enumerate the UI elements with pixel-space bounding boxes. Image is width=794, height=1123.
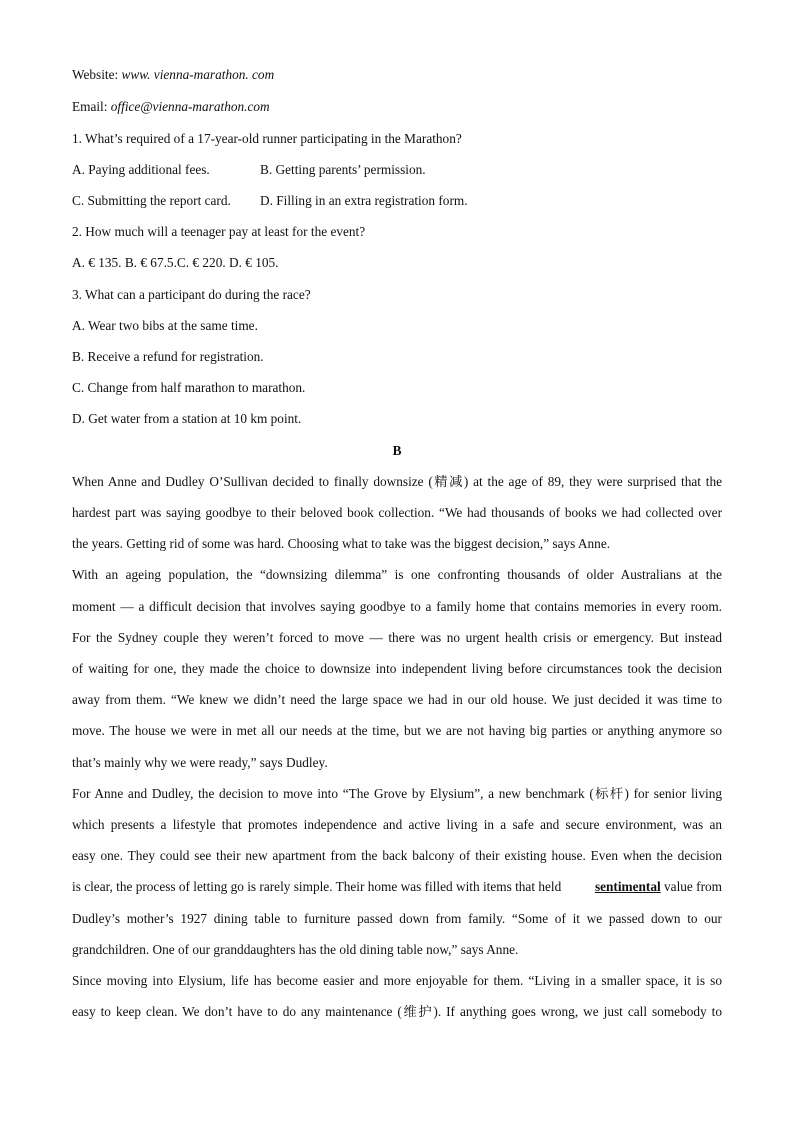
website-line xyxy=(72,67,274,83)
question-3-option-a: A. Wear two bibs at the same time. xyxy=(72,318,258,333)
question-3-option-d: D. Get water from a station at 10 km point. xyxy=(72,411,302,426)
passage-line: away from them. “We knew we didn’t need the large space we had in our old house. We just decided it was time to xyxy=(72,692,722,707)
section-heading: B xyxy=(392,443,402,458)
passage-line: of waiting for one, they made the choice to downsize into independent living before circumstances took the decision xyxy=(72,661,722,676)
underlined-word: sentimental xyxy=(594,879,661,894)
question-1-option-d: D. Filling in an extra registration form. xyxy=(260,193,468,208)
question-1-option-a: A. Paying additional fees. xyxy=(72,162,210,177)
email-link[interactable]: office@vienna-marathon.com xyxy=(110,99,270,114)
passage-line: grandchildren. One of our granddaughters has the old dining table now,” says Anne. xyxy=(72,942,519,957)
email-label: Email: xyxy=(72,99,108,114)
website-link[interactable]: www. vienna-marathon. com xyxy=(121,67,275,82)
website-label: Website: xyxy=(72,67,119,82)
question-1-option-b: B. Getting parents’ permission. xyxy=(260,162,426,177)
passage-line: the years. Getting rid of some was hard. Choosing what to take was the biggest decision,” says Anne. xyxy=(72,536,611,551)
question-1-stem: 1. What’s required of a 17-year-old runner participating in the Marathon? xyxy=(72,131,462,146)
passage-line: move. The house we were in met all our needs at the time, but we are not having big parties or anything anymore so xyxy=(72,723,722,738)
passage-line: For Anne and Dudley, the decision to move into “The Grove by Elysium”, a new benchmark (标杆) for senior living xyxy=(72,786,722,801)
passage-line: easy to keep clean. We don’t have to do any maintenance (维护). If anything goes wrong, we just call somebody to xyxy=(72,1004,722,1019)
question-2-stem: 2. How much will a teenager pay at least for the event? xyxy=(72,224,366,239)
passage-line: moment — a difficult decision that involves saying goodbye to a family home that contains memories in every room. xyxy=(72,599,722,614)
passage-line: which presents a lifestyle that promotes independence and active living in a safe and secure environment, was an xyxy=(72,817,722,832)
passage-line: For the Sydney couple they weren’t forced to move — there was no urgent health crisis or emergency. But instead xyxy=(72,630,722,645)
question-2-options: A. € 135. B. € 67.5.C. € 220. D. € 105. xyxy=(72,255,279,270)
passage-line: Since moving into Elysium, life has become easier and more enjoyable for them. “Living in a smaller space, it is so xyxy=(72,973,722,988)
email-line xyxy=(72,99,270,115)
passage-line: Dudley’s mother’s 1927 dining table to furniture passed down from family. “Some of it we passed down to our xyxy=(72,911,722,926)
passage-line: With an ageing population, the “downsizing dilemma” is one confronting thousands of older Australians at the xyxy=(72,567,722,582)
passage-line-tail: value from xyxy=(664,879,722,894)
passage-line-with-emphasis xyxy=(72,879,722,895)
question-3-option-c: C. Change from half marathon to marathon. xyxy=(72,380,306,395)
passage-line: easy one. They could see their new apartment from the back balcony of their existing house. Even when the decision xyxy=(72,848,722,863)
question-1-option-c: C. Submitting the report card. xyxy=(72,193,231,208)
question-3-option-b: B. Receive a refund for registration. xyxy=(72,349,264,364)
passage-line: hardest part was saying goodbye to their beloved book collection. “We had thousands of books we had collected over xyxy=(72,505,722,520)
passage-line: When Anne and Dudley O’Sullivan decided to finally downsize (精减) at the age of 89, they were surprised that the xyxy=(72,474,722,489)
passage-line: that’s mainly why we were ready,” says Dudley. xyxy=(72,755,328,770)
question-3-stem: 3. What can a participant do during the race? xyxy=(72,287,311,302)
passage-line-text: is clear, the process of letting go is rarely simple. Their home was filled with items that held xyxy=(72,879,562,894)
